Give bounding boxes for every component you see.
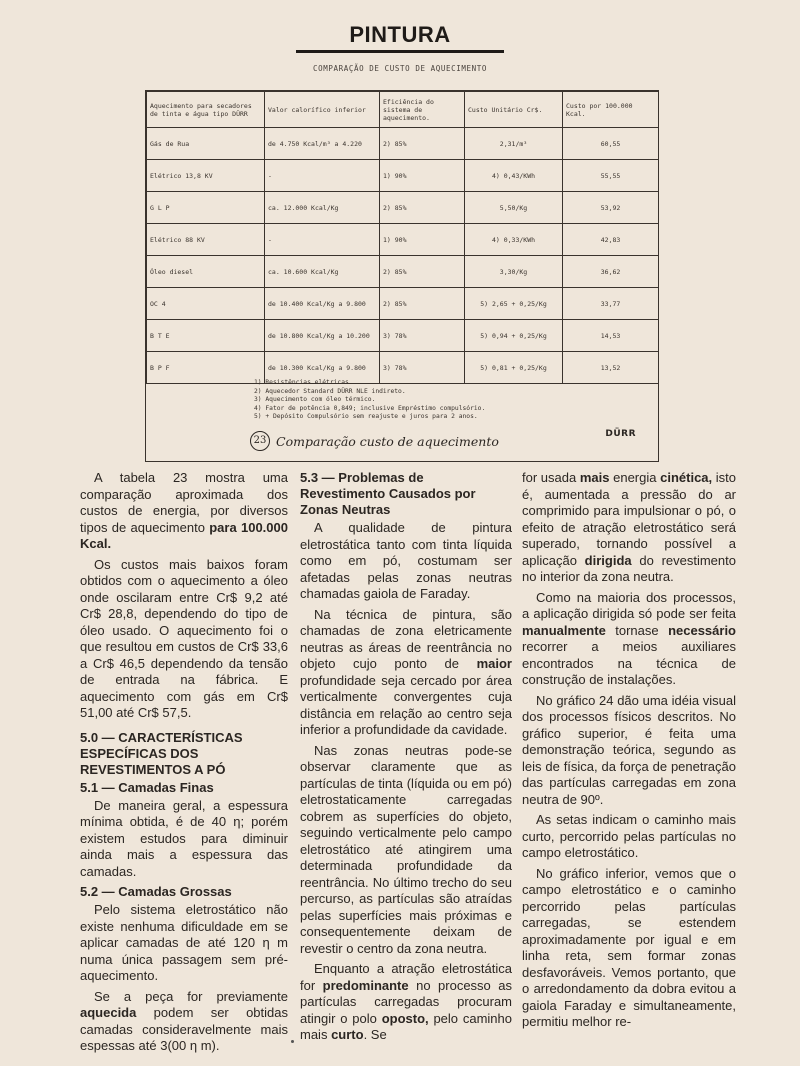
header-cost-per-100k: Custo por 100.000 Kcal. <box>563 92 659 128</box>
cell-heating-type: OC 4 <box>147 288 265 320</box>
note: 4) Fator de potência 0,849; inclusive Empréstimo compulsório. <box>254 404 486 412</box>
cell-unit-cost: 3,30/Kg <box>465 256 563 288</box>
header-heating-type: Aquecimento para secadores de tinta e água tipo DÜRR <box>147 92 265 128</box>
comparison-figure <box>145 90 659 462</box>
figure-number: 23 <box>250 431 270 451</box>
caption-text: Comparação custo de aquecimento <box>276 433 499 449</box>
cell-cost-per-100k: 33,77 <box>563 288 659 320</box>
paragraph: Os custos mais baixos foram obtidos com o aquecimento a óleo onde oscilaram entre Cr$ 9,2 até Cr$ 28,8, dependendo do tipo de óleo usado. O aquecimento foi o que resultou em custos de Cr$ 33,6 a Cr$ 46,5 dependendo da tensão de entrada na fábrica. E aquecimento com gás em Cr$ 51,00 até Cr$ 57,5. <box>80 556 288 720</box>
cell-cost-per-100k: 60,55 <box>563 128 659 160</box>
note: 5) + Depósito Compulsório sem reajuste e juros para 2 anos. <box>254 413 478 421</box>
note: 1) Resistências elétricas. <box>254 379 353 386</box>
table-subtitle: COMPARAÇÃO DE CUSTO DE AQUECIMENTO <box>313 64 487 73</box>
cell-heating-type: B T E <box>147 320 265 352</box>
cell-efficiency: 2) 85% <box>380 128 465 160</box>
cell-efficiency: 3) 78% <box>380 320 465 352</box>
cell-heating-type: Gás de Rua <box>147 128 265 160</box>
paragraph: for usada mais energia cinética, isto é, aumentada a pressão do ar comprimido para impulsionar o pó, o efeito de atração eletrostático será superado, tornando possível a aplicação dirigida do revestimento no interior da zona neutra. <box>522 470 736 584</box>
cell-calorific-value: - <box>265 224 380 256</box>
cell-unit-cost: 2,31/m³ <box>465 128 563 160</box>
paragraph: De maneira geral, a espessura mínima obtida, é de 40 η; porém existem estudos para diminuir ainda mais a espessura das camadas. <box>80 797 288 879</box>
durr-logo: DÜRR <box>605 429 636 439</box>
cell-heating-type: Elétrico 13,8 KV <box>147 160 265 192</box>
cost-comparison-table <box>146 91 659 384</box>
table-row <box>147 192 659 224</box>
paragraph: No gráfico 24 dão uma idéia visual dos processos físicos descritos. No gráfico superior, é feita uma demonstração teórica, segundo as leis de física, da força de penetração das partículas carregadas em zona neutra de 90º. <box>522 692 736 807</box>
header-calorific-value: Valor calorífico inferior <box>265 92 380 128</box>
title-underline <box>296 50 504 53</box>
header-efficiency: Eficiência do sistema de aquecimento. <box>380 92 465 128</box>
paragraph: Nas zonas neutras pode-se observar claramente que as partículas de tinta (líquida ou em pó) eletrostaticamente carregadas cobrem as superfícies do objeto, seguindo verticalmente pelo campo eletrostático até atingirem uma determinada profundidade da reentrância. No último trecho do seu percurso, as partículas são atraídas pelas superfícies mais próximas e consequentemente deixam de revestir o centro da zona neutra. <box>300 742 512 956</box>
cell-efficiency: 2) 85% <box>380 256 465 288</box>
cell-heating-type: Óleo diesel <box>147 256 265 288</box>
text-column-2 <box>300 470 512 1048</box>
cell-unit-cost: 5) 0,94 + 0,25/Kg <box>465 320 563 352</box>
cell-cost-per-100k: 55,55 <box>563 160 659 192</box>
section-heading-5-3: 5.3 — Problemas de Revestimento Causados por Zonas Neutras <box>300 470 476 517</box>
table-row <box>147 256 659 288</box>
paragraph: Como na maioria dos processos, a aplicação dirigida só pode ser feita manualmente tornase necessário recorrer a meios auxiliares encontrados na técnica de construção de instalações. <box>522 589 736 687</box>
paragraph: Na técnica de pintura, são chamadas de zona eletricamente neutras as áreas de reentrância no objeto cujo ponto de maior profundidade seja cercado por área verticalmente convergentes cuja distância em relação ao centro seja inferior a profundidade da cavidade. <box>300 606 512 737</box>
figure-caption <box>250 431 499 451</box>
cell-calorific-value: ca. 12.000 Kcal/Kg <box>265 192 380 224</box>
cell-calorific-value: ca. 10.600 Kcal/Kg <box>265 256 380 288</box>
paragraph: A tabela 23 mostra uma comparação aproximada dos custos de energia, por diversos tipos de aquecimento para 100.000 Kcal. <box>80 470 288 551</box>
section-heading-5-1: 5.1 — Camadas Finas <box>80 779 214 795</box>
cell-calorific-value: de 10.800 Kcal/Kg a 10.200 <box>265 320 380 352</box>
cell-cost-per-100k: 53,92 <box>563 192 659 224</box>
cell-calorific-value: de 4.750 Kcal/m³ a 4.220 <box>265 128 380 160</box>
cell-unit-cost: 5) 0,81 + 0,25/Kg <box>465 352 563 384</box>
table-row <box>147 320 659 352</box>
cell-cost-per-100k: 13,52 <box>563 352 659 384</box>
paragraph: Enquanto a atração eletrostática for predominante no processo as partículas carregadas procuram atingir o polo oposto, pelo caminho mais curto. Se <box>300 961 512 1042</box>
paragraph: Se a peça for previamente aquecida podem ser obtidas camadas consideravelmente mais espessas até 3(00 η m). <box>80 988 288 1053</box>
table-notes <box>254 379 485 422</box>
cell-unit-cost: 5,50/Kg <box>465 192 563 224</box>
table-row <box>147 288 659 320</box>
section-heading-5-0: 5.0 — CARACTERÍSTICAS ESPECÍFICAS DOS REVESTIMENTOS A PÓ <box>80 729 243 777</box>
note: 2) Aquecedor Standard DÜRR NLE indireto. <box>254 387 406 395</box>
cell-cost-per-100k: 36,62 <box>563 256 659 288</box>
cell-heating-type: B P F <box>147 352 265 384</box>
cell-calorific-value: de 10.300 Kcal/Kg a 9.800 <box>265 352 380 384</box>
cell-unit-cost: 4) 0,43/KWh <box>465 160 563 192</box>
header-unit-cost: Custo Unitário Cr$. <box>465 92 563 128</box>
page-mark <box>291 1040 294 1043</box>
paragraph: No gráfico inferior, vemos que o campo eletrostático e o caminho percorrido pelas partículas carregadas, se estendem aproximadamente por igual e em linha reta, sem formar zonas desfavoráveis. Vemos portanto, que o arredondamento da dobra evitou a gaiola Faraday e simultaneamente, permitiu melhor re- <box>522 865 736 1029</box>
cell-cost-per-100k: 14,53 <box>563 320 659 352</box>
cell-heating-type: G L P <box>147 192 265 224</box>
cell-unit-cost: 4) 0,33/KWh <box>465 224 563 256</box>
section-heading-5-2: 5.2 — Camadas Grossas <box>80 884 232 899</box>
page-title: PINTURA <box>349 22 451 47</box>
table-row <box>147 160 659 192</box>
cell-cost-per-100k: 42,83 <box>563 224 659 256</box>
paragraph: A qualidade de pintura eletrostática tanto com tinta líquida como em pó, costumam ser afetadas pelas zonas neutras chamadas gaiola de Faraday. <box>300 520 512 601</box>
table-row <box>147 128 659 160</box>
cell-efficiency: 3) 78% <box>380 352 465 384</box>
table-header-row <box>147 92 659 128</box>
cell-efficiency: 2) 85% <box>380 192 465 224</box>
paragraph: Pelo sistema eletrostático não existe nenhuma dificuldade em se aplicar camadas de até 120 η m numa única passagem sem pré-aquecimento. <box>80 902 288 983</box>
cell-efficiency: 1) 90% <box>380 224 465 256</box>
cell-efficiency: 1) 90% <box>380 160 465 192</box>
cell-unit-cost: 5) 2,65 + 0,25/Kg <box>465 288 563 320</box>
paragraph: As setas indicam o caminho mais curto, percorrido pelas partículas no campo eletrostático. <box>522 812 736 860</box>
cell-heating-type: Elétrico 88 KV <box>147 224 265 256</box>
text-column-1 <box>80 470 288 1059</box>
table-row <box>147 224 659 256</box>
page-header <box>0 22 800 53</box>
note: 3) Aquecimento com óleo térmico. <box>254 396 376 404</box>
text-column-3 <box>522 470 736 1035</box>
cell-calorific-value: - <box>265 160 380 192</box>
cell-efficiency: 2) 85% <box>380 288 465 320</box>
cell-calorific-value: de 10.400 Kcal/Kg a 9.800 <box>265 288 380 320</box>
